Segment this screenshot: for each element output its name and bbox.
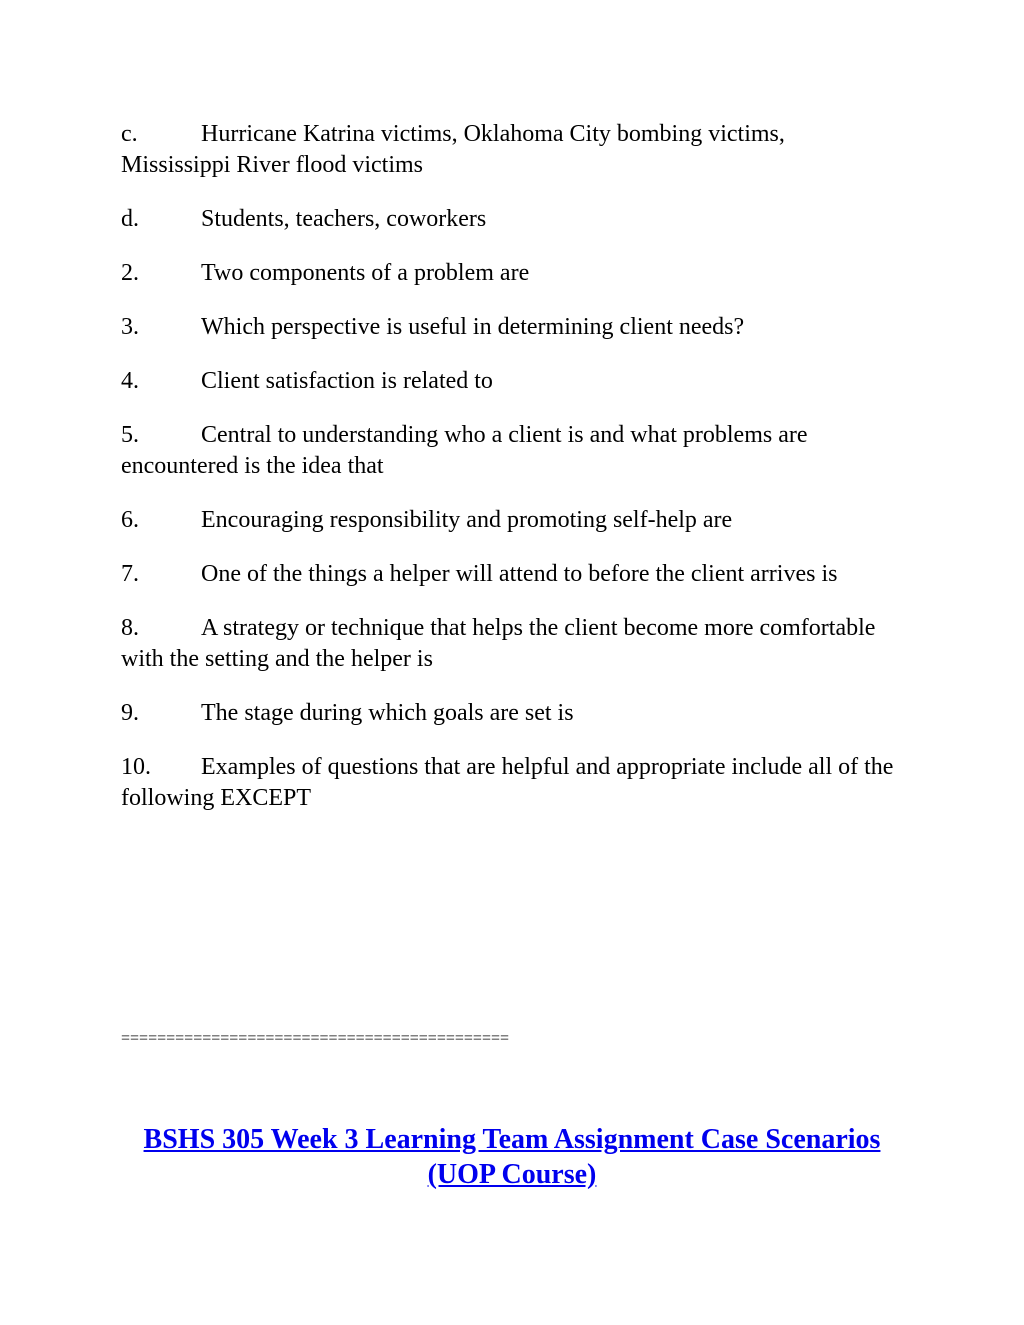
question-text: A strategy or technique that helps the client become more comfortable with the setting and the helper is: [121, 615, 876, 672]
question-text: Examples of questions that are helpful and appropriate include all of the following EXCEPT: [121, 754, 894, 811]
question-item-8: [121, 613, 896, 675]
question-number: c.: [121, 121, 138, 147]
question-number: 9.: [121, 700, 139, 726]
question-item-5: [121, 420, 896, 482]
question-item-9: [121, 698, 896, 729]
question-number: 2.: [121, 260, 139, 286]
question-text: Client satisfaction is related to: [201, 368, 493, 394]
question-list: [121, 119, 896, 837]
course-link[interactable]: BSHS 305 Week 3 Learning Team Assignment Case Scenarios (UOP Course): [143, 1124, 881, 1190]
question-number: 8.: [121, 615, 139, 641]
question-text: Encouraging responsibility and promoting self-help are: [201, 507, 733, 533]
question-number: 5.: [121, 422, 139, 448]
section-separator: ===========================================: [121, 1030, 510, 1047]
question-text: Students, teachers, coworkers: [201, 206, 487, 232]
question-text: One of the things a helper will attend to before the client arrives is: [201, 561, 838, 587]
question-text: Two components of a problem are: [201, 260, 530, 286]
question-item-2: [121, 258, 896, 289]
question-number: d.: [121, 206, 139, 232]
question-item-10: [121, 752, 896, 814]
question-number: 4.: [121, 368, 139, 394]
question-item-4: [121, 366, 896, 397]
question-item-6: [121, 505, 896, 536]
question-text: The stage during which goals are set is: [201, 700, 574, 726]
question-text: Hurricane Katrina victims, Oklahoma City bombing victims, Mississippi River flood victims: [121, 121, 785, 178]
question-item-c: [121, 119, 896, 181]
question-text: Which perspective is useful in determining client needs?: [201, 314, 745, 340]
question-text: Central to understanding who a client is and what problems are encountered is the idea that: [121, 422, 808, 479]
question-number: 3.: [121, 314, 139, 340]
footer-heading: [121, 1122, 903, 1192]
question-item-3: [121, 312, 896, 343]
question-number: 7.: [121, 561, 139, 587]
question-item-d: [121, 204, 896, 235]
question-item-7: [121, 559, 896, 590]
question-number: 6.: [121, 507, 139, 533]
question-number: 10.: [121, 754, 151, 780]
